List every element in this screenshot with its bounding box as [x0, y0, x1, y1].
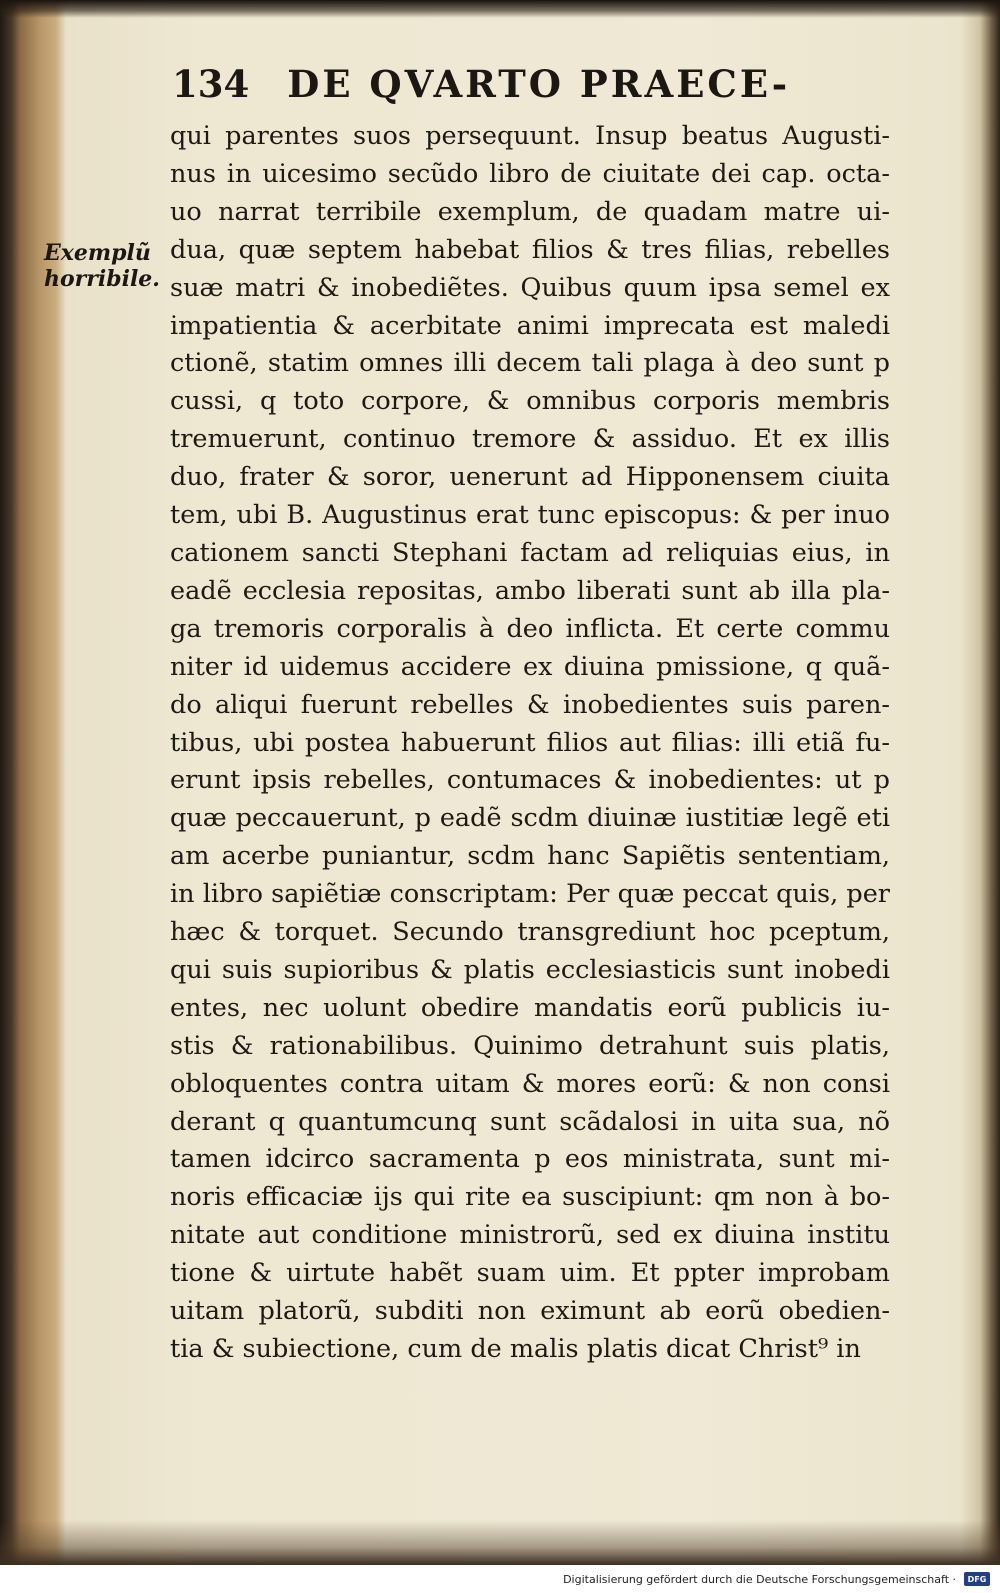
- text-line: am acerbe puniantur, scdm hanc Sapiẽtis sententiam,: [170, 841, 890, 872]
- text-line: nus in uicesimo secũdo libro de ciuitate dei cap. octa-: [170, 158, 890, 189]
- text-line: uo narrat terribile exemplum, de quadam matre ui-: [170, 196, 890, 227]
- text-line: obloquentes contra uitam & mores eorũ: & non consi: [170, 1068, 890, 1099]
- running-head-title: DE QVARTO PRAECE-: [287, 62, 791, 106]
- text-line: stis & rationabilibus. Quinimo detrahunt suis platis,: [170, 1030, 890, 1061]
- text-line: impatientia & acerbitate animi imprecata est maledi: [170, 310, 890, 341]
- folio-number: 134: [172, 62, 250, 106]
- text-line: cussi, q toto corpore, & omnibus corporis membris: [170, 386, 890, 417]
- text-line: ga tremoris corporalis à deo inflicta. Et certe commu: [170, 613, 890, 644]
- top-edge-shadow: [0, 0, 1000, 18]
- text-line: erunt ipsis rebelles, contumaces & inobedientes: ut p: [170, 765, 890, 796]
- margin-note: [44, 240, 164, 292]
- bottom-edge-shadow: [0, 1520, 1000, 1565]
- running-head: [172, 62, 872, 106]
- text-line: tremuerunt, continuo tremore & assiduo. Et ex illis: [170, 424, 890, 455]
- text-line: in libro sapiẽtiæ conscriptam: Per quæ peccat quis, per: [170, 879, 890, 910]
- text-line: hæc & torquet. Secundo transgrediunt hoc pceptum,: [170, 917, 890, 948]
- text-line: tione & uirtute habẽt suam uim. Et ppter improbam: [170, 1258, 890, 1289]
- text-line: cationem sancti Stephani factam ad reliquias eius, in: [170, 537, 890, 568]
- margin-note-line: horribile.: [44, 266, 160, 292]
- body-text: [170, 118, 890, 1369]
- text-line: noris efficaciæ ijs qui rite ea suscipiunt: qm non à bo-: [170, 1182, 890, 1213]
- text-line: tem, ubi B. Augustinus erat tunc episcopus: & per inuo: [170, 500, 890, 531]
- text-line: ctionẽ, statim omnes illi decem tali plaga à deo sunt p: [170, 348, 890, 379]
- footer-credit: Digitalisierung gefördert durch die Deutsche Forschungsgemeinschaft ·: [563, 1572, 956, 1586]
- text-line: eadẽ ecclesia repositas, ambo liberati sunt ab illa pla-: [170, 575, 890, 606]
- text-line: tia & subiectione, cum de malis platis dicat Christ⁹ in: [170, 1334, 861, 1364]
- text-line: entes, nec uolunt obedire mandatis eorũ publicis iu-: [170, 992, 890, 1023]
- digitization-footer: [0, 1565, 1000, 1593]
- text-line: niter id uidemus accidere ex diuina pmissione, q quã-: [170, 651, 890, 682]
- text-line: quæ peccauerunt, p eadẽ scdm diuinæ iustitiæ legẽ eti: [170, 803, 890, 834]
- text-line: dua, quæ septem habebat filios & tres filias, rebelles: [170, 234, 890, 265]
- text-line: tibus, ubi postea habuerunt filios aut filias: illi etiã fu-: [170, 727, 890, 758]
- text-line: qui suis supioribus & platis ecclesiasticis sunt inobedi: [170, 954, 890, 985]
- text-line: tamen idcirco sacramenta p eos ministrata, sunt mi-: [170, 1144, 890, 1175]
- dfg-logo-icon: DFG: [964, 1572, 990, 1586]
- text-line: do aliqui fuerunt rebelles & inobedientes suis paren-: [170, 689, 890, 720]
- text-line: nitate aut conditione ministrorũ, sed ex diuina institu: [170, 1220, 890, 1251]
- text-line: uitam platorũ, subditi non eximunt ab eorũ obedien-: [170, 1296, 890, 1327]
- text-line: duo, frater & soror, uenerunt ad Hipponensem ciuita: [170, 462, 890, 493]
- text-line: suæ matri & inobediẽtes. Quibus quum ipsa semel ex: [170, 272, 890, 303]
- text-line: derant q quantumcunq sunt scãdalosi in uita sua, nõ: [170, 1106, 890, 1137]
- text-line: qui parentes suos persequunt. Insup beatus Augusti-: [170, 121, 890, 151]
- margin-note-line: Exemplũ: [44, 240, 151, 266]
